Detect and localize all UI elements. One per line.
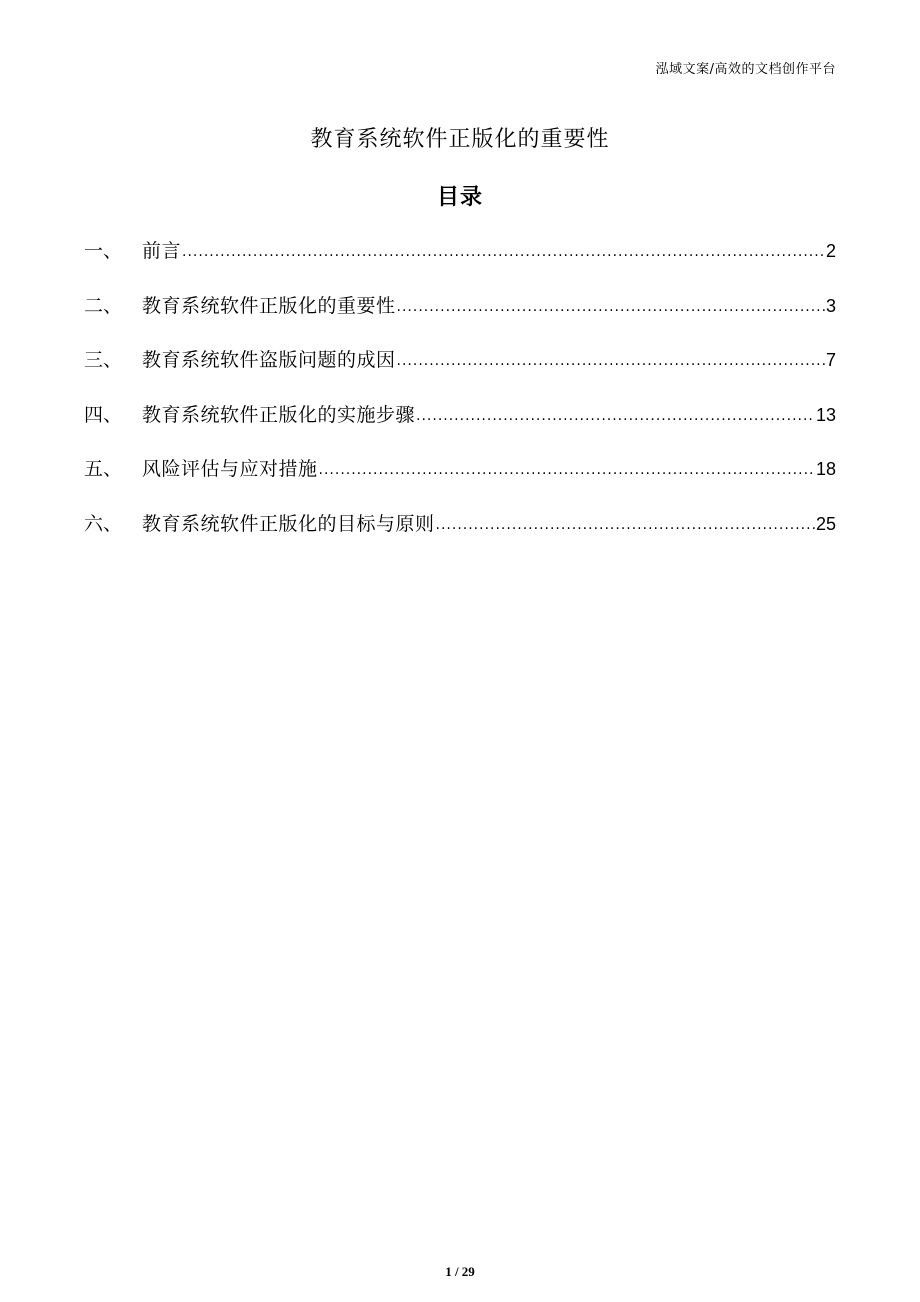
toc-entry-page: 7 (825, 350, 836, 370)
toc-entry-number: 四、 (84, 403, 123, 426)
toc-entry-label: 教育系统软件盗版问题的成因 (142, 349, 396, 371)
toc-entry-page: 13 (815, 404, 836, 425)
toc-entry-label: 前言 (142, 240, 182, 262)
toc-entry-page: 25 (815, 513, 836, 534)
toc-entry-number: 一、 (84, 240, 123, 262)
toc-dot-leader (436, 506, 815, 544)
toc-entry-4[interactable] (84, 396, 836, 451)
page-number-indicator: 1 / 29 (445, 1264, 475, 1279)
toc-entry-1[interactable] (84, 232, 836, 287)
toc-dot-leader (182, 233, 825, 271)
toc-dot-leader (397, 288, 825, 326)
toc-entry-number: 五、 (84, 458, 123, 480)
toc-entry-label: 教育系统软件正版化的目标与原则 (142, 512, 435, 535)
toc-entry-2[interactable] (84, 287, 836, 342)
toc-entry-6[interactable] (84, 505, 836, 560)
toc-entry-number: 三、 (84, 349, 123, 371)
toc-entry-5[interactable] (84, 450, 836, 505)
toc-dot-leader (397, 342, 825, 380)
toc-entry-label: 风险评估与应对措施 (142, 458, 318, 480)
toc-entry-page: 18 (815, 459, 836, 479)
toc-dot-leader (416, 397, 815, 435)
toc-entry-3[interactable] (84, 341, 836, 396)
toc-heading: 目录 (436, 185, 483, 210)
toc-entry-number: 六、 (84, 512, 123, 535)
toc-dot-leader (319, 451, 815, 489)
header-brand: 泓域文案/高效的文档创作平台 (655, 62, 836, 77)
toc-entry-label: 教育系统软件正版化的重要性 (142, 294, 396, 317)
toc-entry-page: 3 (825, 295, 836, 316)
toc-entry-page: 2 (825, 241, 836, 261)
document-title: 教育系统软件正版化的重要性 (310, 127, 610, 152)
toc-entry-label: 教育系统软件正版化的实施步骤 (142, 403, 416, 426)
table-of-contents (84, 232, 836, 559)
toc-entry-number: 二、 (84, 294, 123, 317)
